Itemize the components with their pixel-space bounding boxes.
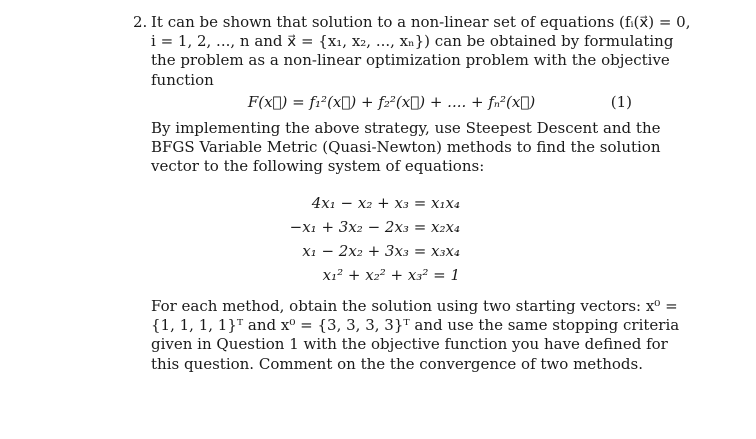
method-line-2: {1, 1, 1, 1}ᵀ and x⁰ = {3, 3, 3, 3}ᵀ and use the same stopping criteria xyxy=(151,316,680,335)
strategy-line-3: vector to the following system of equations: xyxy=(151,157,485,176)
intro-line-3: the problem as a non-linear optimization problem with the objective xyxy=(151,51,670,70)
method-paragraph xyxy=(151,297,680,374)
strategy-paragraph xyxy=(151,119,661,177)
intro-line-2: i = 1, 2, ..., n and x⃗ = {x₁, x₂, ..., xₙ}) can be obtained by formulating xyxy=(151,32,674,51)
intro-line-1: It can be shown that solution to a non-linear set of equations (fᵢ(x⃗) = 0, xyxy=(151,13,691,31)
system-equation-2: −x₁ + 3x₂ − 2x₃ = x₂x₄ xyxy=(289,218,460,237)
strategy-line-2: BFGS Variable Metric (Quasi-Newton) methods to find the solution xyxy=(151,138,661,157)
system-equation-1: 4x₁ − x₂ + x₃ = x₁x₄ xyxy=(311,194,460,213)
equation-system xyxy=(280,192,460,288)
question-number: 2. xyxy=(133,13,148,31)
method-line-4: this question. Comment on the the convergence of two methods. xyxy=(151,354,643,373)
method-line-3: given in Question 1 with the objective function you have defined for xyxy=(151,335,668,354)
intro-paragraph xyxy=(151,13,691,90)
method-line-1: For each method, obtain the solution using two starting vectors: x⁰ = xyxy=(151,297,678,315)
objective-equation: F(x⃗) = f₁²(x⃗) + f₂²(x⃗) + .... + fₙ²(x⃗) xyxy=(247,93,536,111)
strategy-line-1: By implementing the above strategy, use Steepest Descent and the xyxy=(151,119,661,137)
equation-number: (1) xyxy=(610,93,632,111)
system-equation-3: x₁ − 2x₂ + 3x₃ = x₃x₄ xyxy=(302,242,460,261)
intro-line-4: function xyxy=(151,70,214,89)
system-equation-4: x₁² + x₂² + x₃² = 1 xyxy=(322,266,460,285)
